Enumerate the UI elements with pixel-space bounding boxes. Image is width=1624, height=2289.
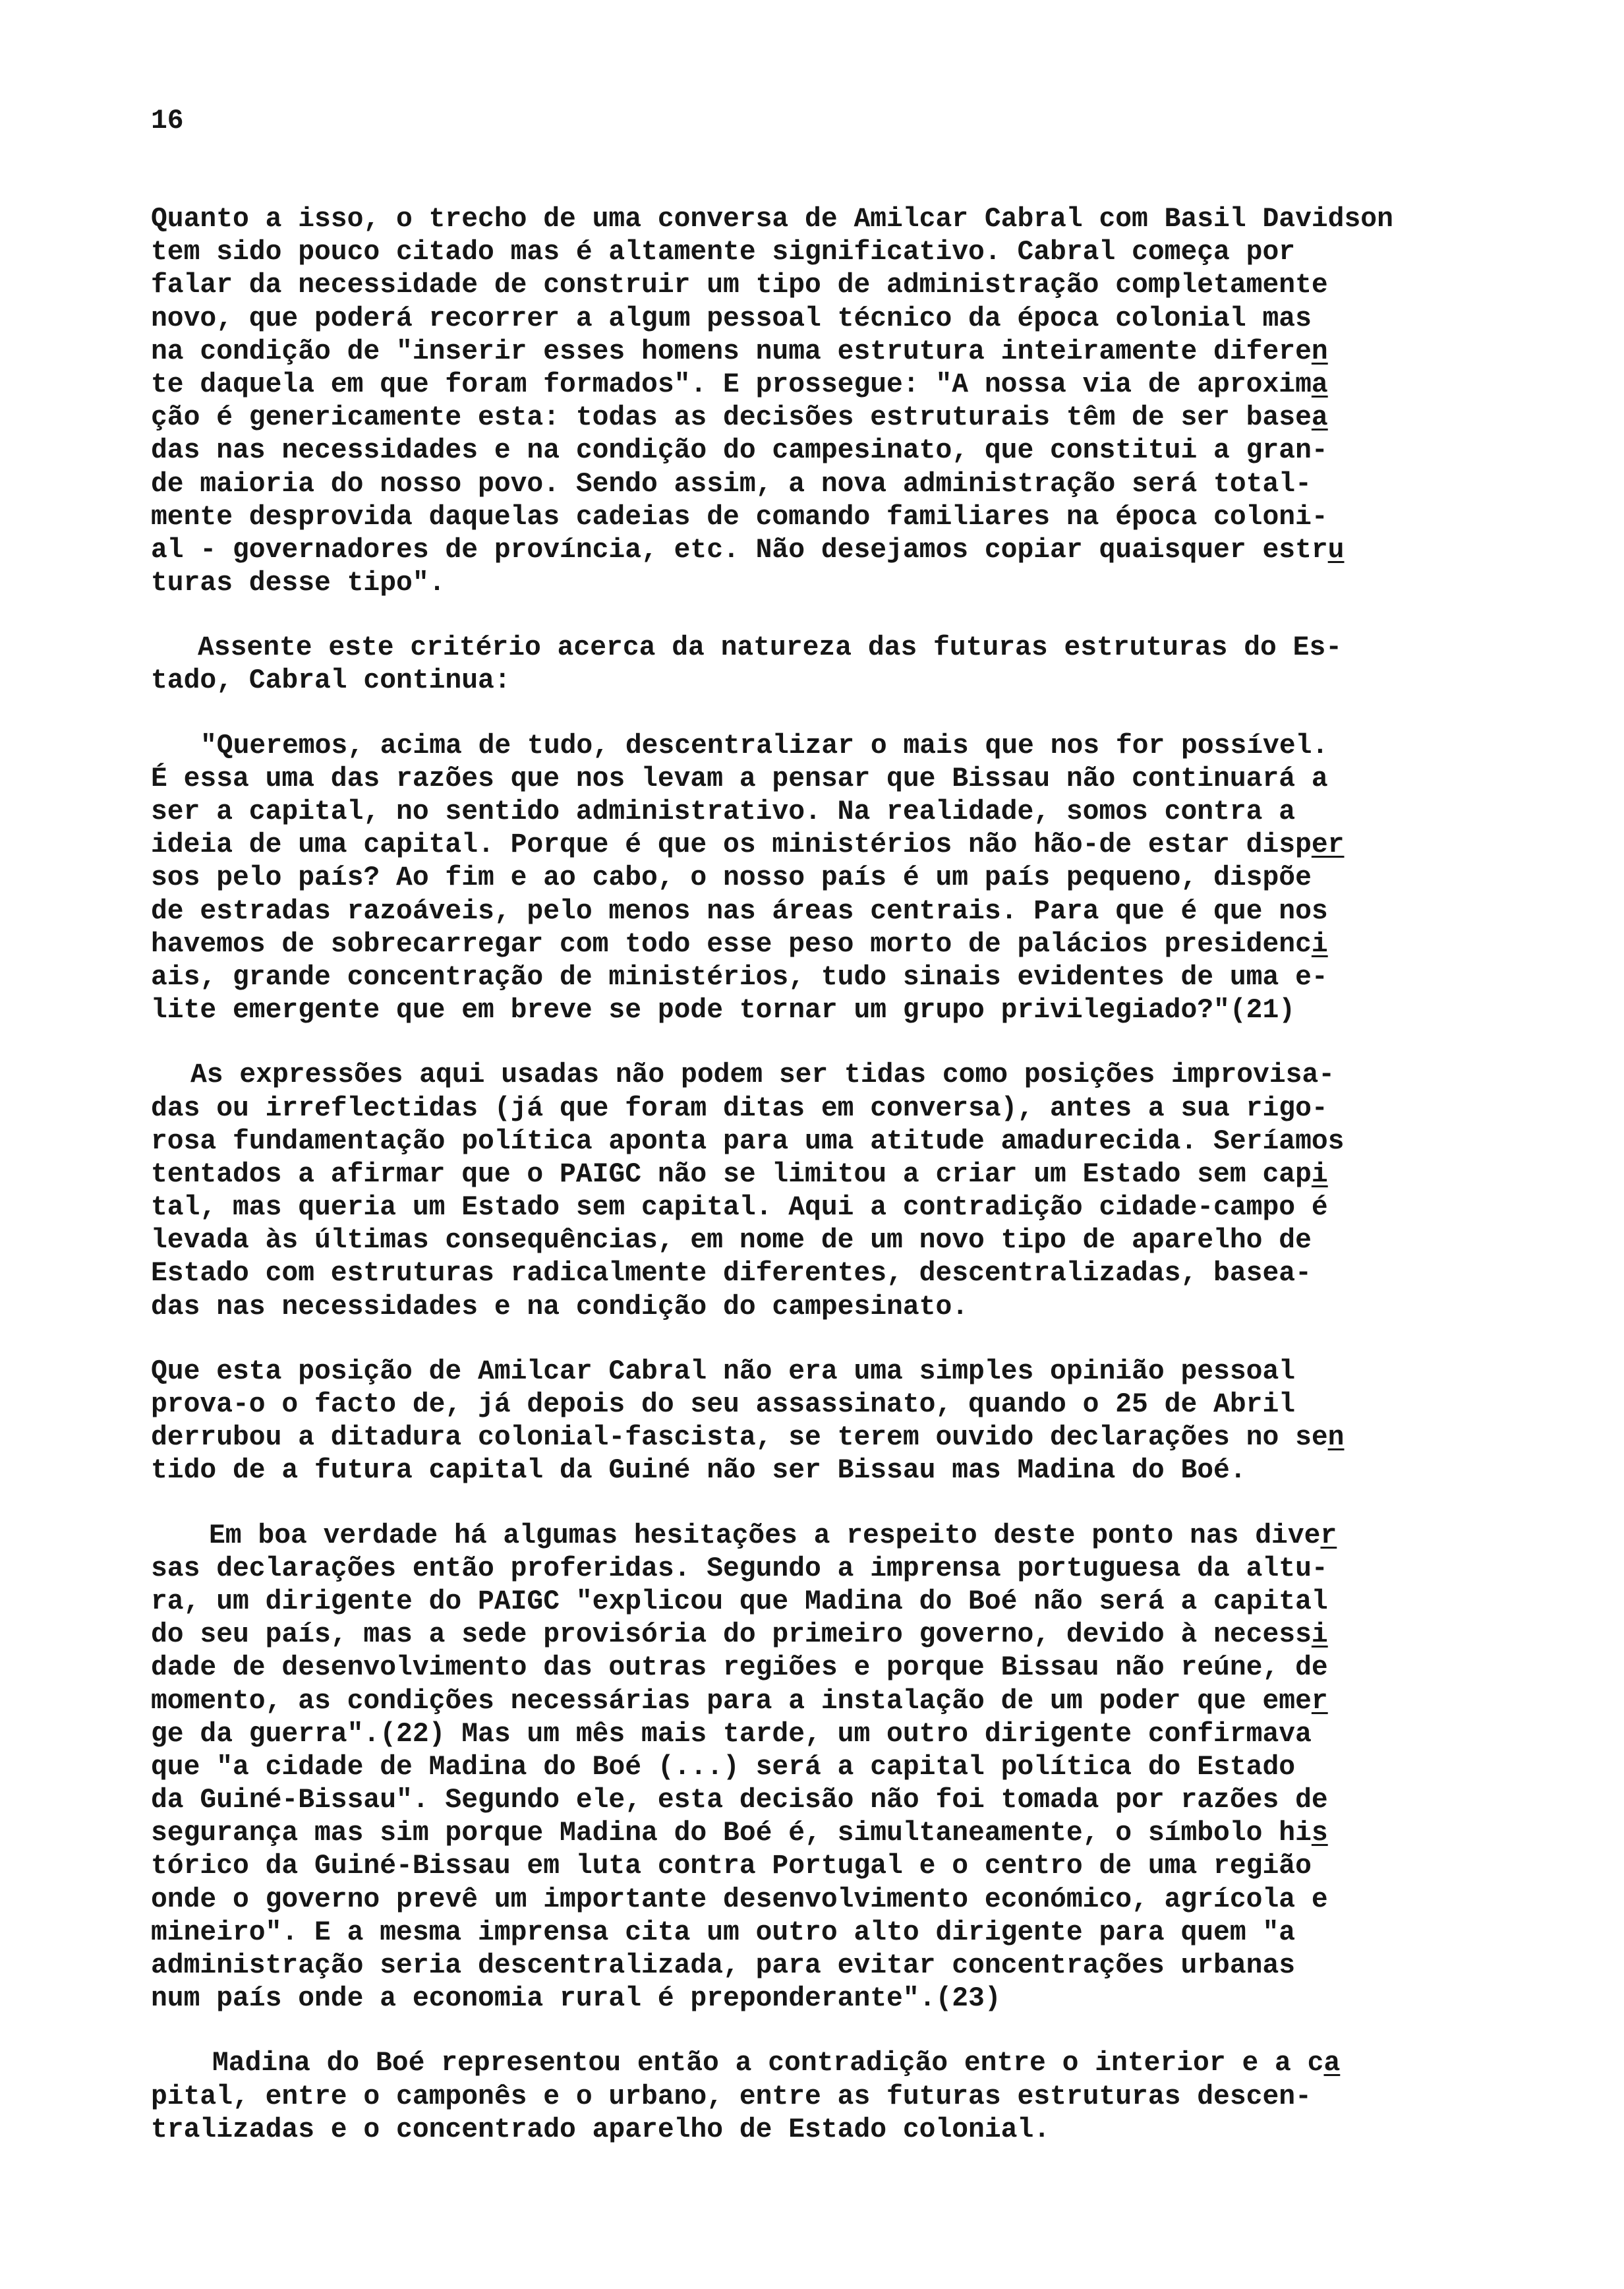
text-line xyxy=(151,1224,1535,1257)
body-text xyxy=(151,203,1535,2147)
text-line xyxy=(151,1191,1535,1224)
underlined-line-end: r xyxy=(1311,1686,1328,1717)
line-text: turas desse tipo". xyxy=(151,568,446,599)
line-text: de maioria do nosso povo. Sendo assim, a nova administração será total- xyxy=(151,469,1312,500)
line-text: havemos de sobrecarregar com todo esse peso morto de palácios presidenc xyxy=(151,929,1312,960)
text-line xyxy=(151,236,1535,269)
underlined-line-end: i xyxy=(1311,929,1328,960)
line-text: Madina do Boé representou então a contradição entre o interior e a c xyxy=(212,2048,1324,2079)
text-line xyxy=(151,1355,1535,1388)
underlined-line-end: n xyxy=(1311,336,1328,367)
underlined-line-end: u xyxy=(1327,535,1345,566)
text-line xyxy=(151,1553,1535,1586)
underlined-line-end: r xyxy=(1320,1520,1337,1551)
text-line xyxy=(151,796,1535,829)
line-text: tralizadas e o concentrado aparelho de Estado colonial. xyxy=(151,2114,1051,2145)
text-line xyxy=(151,1884,1535,1917)
line-text: dade de desenvolvimento das outras regiões e porque Bissau não reúne, de xyxy=(151,1653,1328,1684)
line-text: tentados a afirmar que o PAIGC não se limitou a criar um Estado sem cap xyxy=(151,1159,1312,1190)
line-text: que "a cidade de Madina do Boé (...) será a capital política do Estado xyxy=(151,1752,1296,1783)
text-line xyxy=(151,2047,1535,2080)
line-text: do seu país, mas a sede provisória do primeiro governo, devido à necess xyxy=(151,1620,1312,1651)
line-text: tido de a futura capital da Guiné não ser Bissau mas Madina do Boé. xyxy=(151,1456,1246,1487)
line-text: sas declarações então proferidas. Segundo a imprensa portuguesa da altu- xyxy=(151,1553,1328,1584)
text-line xyxy=(151,1520,1535,1553)
line-text: te daquela em que foram formados". E prossegue: "A nossa via de aproxim xyxy=(151,369,1312,400)
text-line xyxy=(151,336,1535,369)
text-line xyxy=(151,468,1535,501)
text-line xyxy=(151,1454,1535,1487)
line-text: mente desprovida daquelas cadeias de comando familiares na época coloni- xyxy=(151,502,1328,533)
text-line xyxy=(151,763,1535,796)
quotation-paragraph xyxy=(151,730,1535,1028)
line-text: prova-o o facto de, já depois do seu assassinato, quando o 25 de Abril xyxy=(151,1390,1296,1420)
text-line xyxy=(151,994,1535,1027)
text-line xyxy=(151,961,1535,994)
line-text: na condição de "inserir esses homens numa estrutura inteiramente difere xyxy=(151,336,1312,367)
underlined-line-end: i xyxy=(1311,1159,1328,1190)
text-line xyxy=(151,1257,1535,1290)
text-line xyxy=(151,1784,1535,1817)
text-line xyxy=(151,269,1535,302)
text-line xyxy=(151,862,1535,895)
line-text: tórico da Guiné-Bissau em luta contra Portugal e o centro de uma região xyxy=(151,1851,1312,1882)
line-text: "Queremos, acima de tudo, descentralizar o mais que nos for possível. xyxy=(200,730,1329,761)
paragraph xyxy=(151,1520,1535,2016)
text-line xyxy=(151,632,1535,665)
text-line xyxy=(151,1718,1535,1751)
line-text: mineiro". E a mesma imprensa cita um outro alto dirigente para quem "a xyxy=(151,1917,1296,1948)
text-line xyxy=(151,1949,1535,1982)
underlined-line-end: er xyxy=(1311,830,1345,861)
text-line xyxy=(151,829,1535,862)
line-text: Em boa verdade há algumas hesitações a respeito deste ponto nas dive xyxy=(209,1520,1321,1551)
text-line xyxy=(151,1388,1535,1421)
underlined-line-end: s xyxy=(1311,1818,1328,1849)
line-text: Que esta posição de Amilcar Cabral não era uma simples opinião pessoal xyxy=(151,1356,1296,1387)
text-line xyxy=(151,928,1535,961)
text-line xyxy=(151,1158,1535,1191)
line-text: das ou irreflectidas (já que foram ditas em conversa), antes a sua rigo- xyxy=(151,1093,1328,1124)
line-text: das nas necessidades e na condição do campesinato. xyxy=(151,1292,969,1323)
underlined-line-end: i xyxy=(1311,1620,1328,1651)
underlined-line-end: a xyxy=(1323,2048,1341,2079)
paragraph xyxy=(151,632,1535,698)
line-text: ra, um dirigente do PAIGC "explicou que Madina do Boé não será a capital xyxy=(151,1586,1328,1617)
line-text: novo, que poderá recorrer a algum pessoal técnico da época colonial mas xyxy=(151,303,1312,334)
line-text: momento, as condições necessárias para a instalação de um poder que eme xyxy=(151,1686,1312,1717)
text-line xyxy=(151,369,1535,401)
line-text: Assente este critério acerca da natureza das futuras estruturas do Es- xyxy=(198,633,1343,664)
line-text: As expressões aqui usadas não podem ser tidas como posições improvisa- xyxy=(190,1060,1335,1091)
text-line xyxy=(151,501,1535,534)
text-line xyxy=(151,730,1535,763)
text-line xyxy=(151,567,1535,600)
text-line xyxy=(151,1917,1535,1949)
text-line xyxy=(151,303,1535,336)
paragraph xyxy=(151,2047,1535,2147)
text-line xyxy=(151,1586,1535,1619)
text-line xyxy=(151,1982,1535,2015)
text-line xyxy=(151,1619,1535,1651)
line-text: lite emergente que em breve se pode tornar um grupo privilegiado?"(21) xyxy=(151,996,1296,1026)
line-text: administração seria descentralizada, para evitar concentrações urbanas xyxy=(151,1951,1296,1981)
text-line xyxy=(151,401,1535,434)
paragraph xyxy=(151,203,1535,600)
text-line xyxy=(151,2081,1535,2114)
line-text: rosa fundamentação política aponta para uma atitude amadurecida. Seríamos xyxy=(151,1126,1345,1157)
line-text: ge da guerra".(22) Mas um mês mais tarde, um outro dirigente confirmava xyxy=(151,1719,1312,1750)
line-text: onde o governo prevê um importante desenvolvimento económico, agrícola e xyxy=(151,1884,1328,1915)
text-line xyxy=(151,1125,1535,1158)
text-line xyxy=(151,1651,1535,1684)
text-line xyxy=(151,665,1535,698)
text-line xyxy=(151,895,1535,928)
line-text: tal, mas queria um Estado sem capital. Aqui a contradição cidade-campo é xyxy=(151,1193,1328,1224)
page-number: 16 xyxy=(151,106,184,136)
line-text: segurança mas sim porque Madina do Boé é, simultaneamente, o símbolo hi xyxy=(151,1818,1312,1849)
line-text: ais, grande concentração de ministérios, tudo sinais evidentes de uma e- xyxy=(151,962,1328,993)
underlined-line-end: n xyxy=(1327,1423,1345,1454)
line-text: Estado com estruturas radicalmente diferentes, descentralizadas, basea- xyxy=(151,1259,1312,1290)
text-line xyxy=(151,434,1535,467)
paragraph xyxy=(151,1355,1535,1488)
line-text: ideia de uma capital. Porque é que os ministérios não hão-de estar disp xyxy=(151,830,1312,861)
text-line xyxy=(151,1817,1535,1850)
text-line xyxy=(151,1092,1535,1125)
text-line xyxy=(151,1685,1535,1718)
line-text: num país onde a economia rural é preponderante".(23) xyxy=(151,1984,1001,2015)
paragraph xyxy=(151,1059,1535,1324)
line-text: das nas necessidades e na condição do campesinato, que constitui a gran- xyxy=(151,436,1328,467)
text-line xyxy=(151,534,1535,567)
line-text: derrubou a ditadura colonial-fascista, se terem ouvido declarações no se xyxy=(151,1423,1328,1454)
line-text: de estradas razoáveis, pelo menos nas áreas centrais. Para que é que nos xyxy=(151,896,1328,927)
underlined-line-end: a xyxy=(1311,369,1328,400)
text-line xyxy=(151,1059,1535,1092)
line-text: falar da necessidade de construir um tipo de administração completamente xyxy=(151,270,1328,301)
line-text: tado, Cabral continua: xyxy=(151,666,511,697)
text-line xyxy=(151,203,1535,236)
text-line xyxy=(151,1751,1535,1784)
line-text: pital, entre o camponês e o urbano, entre as futuras estruturas descen- xyxy=(151,2081,1312,2112)
line-text: sos pelo país? Ao fim e ao cabo, o nosso país é um país pequeno, dispõe xyxy=(151,863,1312,894)
text-line xyxy=(151,1291,1535,1324)
text-line xyxy=(151,2114,1535,2147)
line-text: É essa uma das razões que nos levam a pensar que Bissau não continuará a xyxy=(151,763,1328,794)
line-text: ção é genericamente esta: todas as decisões estruturais têm de ser base xyxy=(151,403,1312,434)
line-text: levada às últimas consequências, em nome de um novo tipo de aparelho de xyxy=(151,1226,1312,1257)
line-text: da Guiné-Bissau". Segundo ele, esta decisão não foi tomada por razões de xyxy=(151,1785,1328,1816)
underlined-line-end: a xyxy=(1311,403,1328,434)
text-line xyxy=(151,1850,1535,1883)
text-line xyxy=(151,1421,1535,1454)
line-text: tem sido pouco citado mas é altamente significativo. Cabral começa por xyxy=(151,237,1296,268)
line-text: al - governadores de província, etc. Não desejamos copiar quaisquer estr xyxy=(151,535,1328,566)
line-text: Quanto a isso, o trecho de uma conversa de Amilcar Cabral com Basil Davidson xyxy=(151,204,1393,235)
line-text: ser a capital, no sentido administrativo. Na realidade, somos contra a xyxy=(151,797,1296,827)
